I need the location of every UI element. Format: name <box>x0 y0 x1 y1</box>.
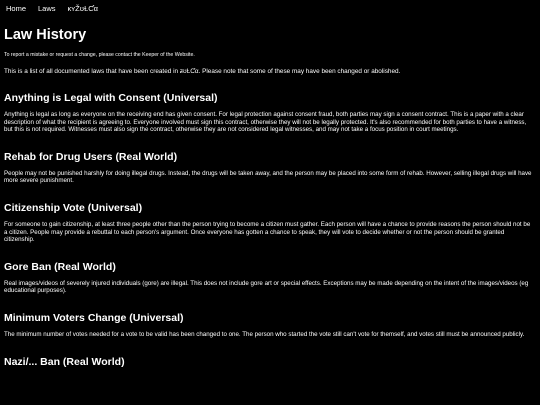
law-body: Real images/videos of severely injured individuals (gore) are illegal. This does not include gore art or special effects. Exceptions may be made depending on the intent of the images/videos (eg educational purposes). <box>4 279 529 295</box>
law-entry <box>4 151 534 185</box>
nav-home-link[interactable]: Home <box>6 4 27 13</box>
nav-stylized-link[interactable]: κʏŽʊⱢƇα <box>67 4 98 13</box>
nav-laws-link[interactable]: Laws <box>38 4 56 13</box>
intro-text: This is a list of all documented laws that have been created in ƶʊⱢƇα. Please note that some of these may have been changed or abolished. <box>4 68 401 75</box>
law-entry <box>4 312 534 339</box>
law-title: Gore Ban (Real World) <box>4 260 116 273</box>
law-entry <box>4 92 534 134</box>
law-body: Anything is legal as long as everyone on the receiving end has given consent. For legal protection against consent fraud, both parties may sign a consent contract. This is a paper with a clear description of what the recipient is agreeing to. Everyone involved must sign this contract, otherwise they will not be legally protected. It's also recommended for both parties to have a witness, but this is not required. Witnesses must also sign the contract, otherwise they are not considered legal witnesses, and may not take a focus position in court meetings. <box>4 111 527 134</box>
law-entry <box>4 202 534 244</box>
page-title: Law History <box>4 27 87 43</box>
main-content <box>4 26 534 386</box>
law-body: People may not be punished harshly for doing illegal drugs. Instead, the drugs will be taken away, and the person may be placed into some form of rehab. However, selling illegal drugs will have more severe punishment. <box>4 169 532 185</box>
law-title: Anything is Legal with Consent (Universal) <box>4 92 218 104</box>
law-entry <box>4 356 534 369</box>
law-entry <box>4 261 534 295</box>
law-title: Nazi/... Ban (Real World) <box>4 355 125 368</box>
law-title: Rehab for Drug Users (Real World) <box>4 150 178 163</box>
law-body: For someone to gain citizenship, at least three people other than the person trying to become a citizen must gather. Each person will have a chance to provide reasons the person should not be a citizen. People may provide a rebuttal to each person's argument. Once everyone has gotten a chance to speak, they will vote to decide whether or not the person should be granted citizenship. <box>4 220 531 244</box>
report-note: To report a mistake or request a change, please contact the Keeper of the Website. <box>4 52 195 58</box>
law-title: Minimum Voters Change (Universal) <box>4 311 184 324</box>
top-nav <box>0 0 540 18</box>
law-body: The minimum number of votes needed for a vote to be valid has been changed to one. The person who started the vote still can't vote for themself, and votes still must be announced publicly. <box>4 330 525 338</box>
law-title: Citizenship Vote (Universal) <box>4 201 143 214</box>
